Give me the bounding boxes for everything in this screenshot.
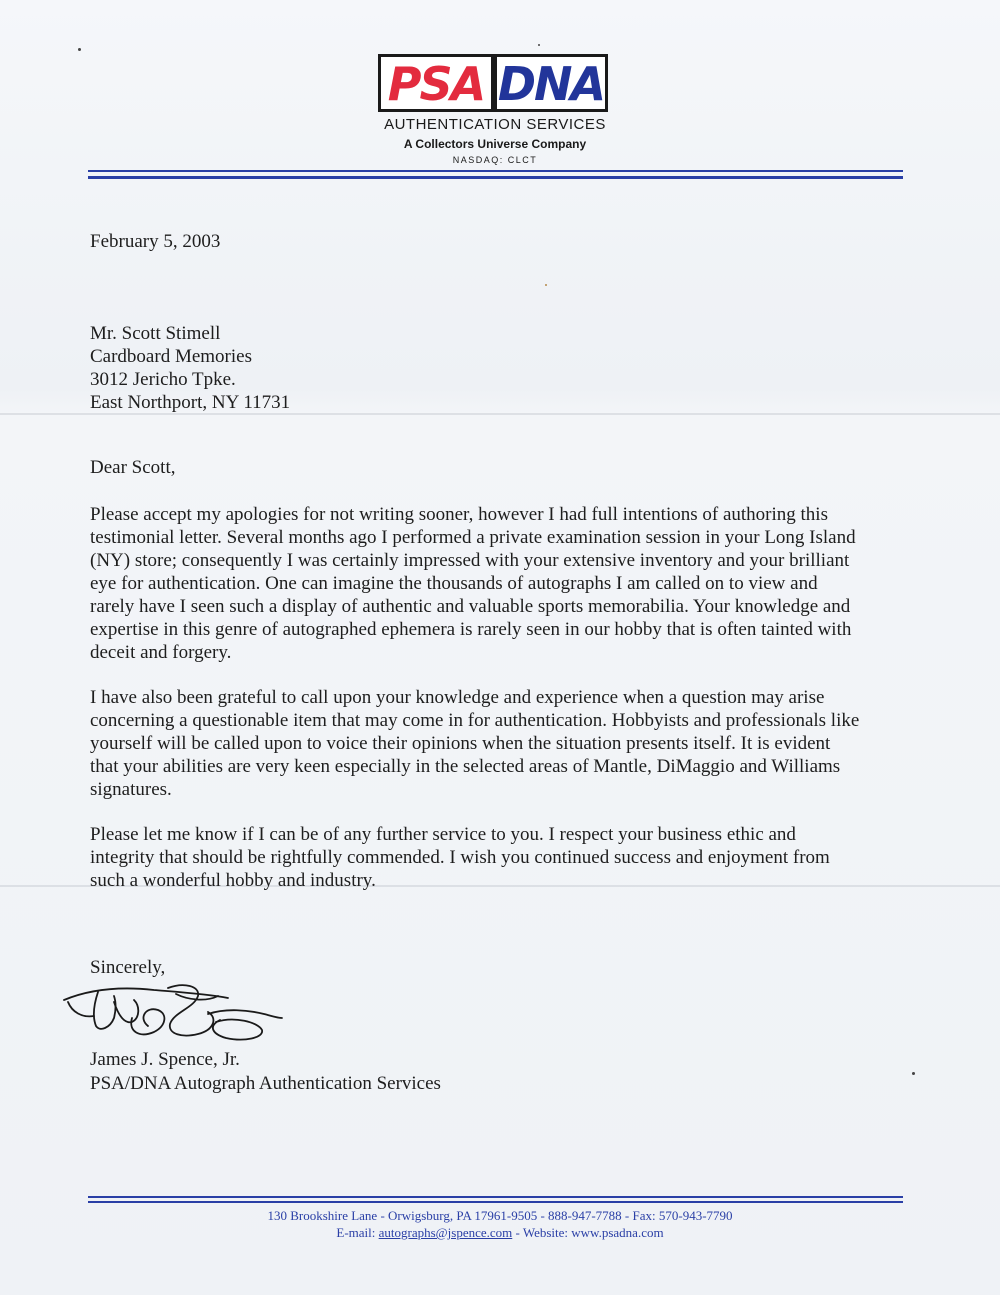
email-link[interactable]: autographs@jspence.com — [378, 1225, 513, 1240]
letter-date: February 5, 2003 — [90, 231, 221, 252]
body-line: such a wonderful hobby and industry. — [90, 870, 376, 891]
psa-dna-logo — [378, 54, 608, 112]
body-line: rarely have I seen such a display of authentic and valuable sports memorabilia. Your knowledge and — [90, 596, 851, 617]
logo-psa-text: PSA — [387, 57, 485, 111]
body-line: integrity that should be rightfully commended. I wish you continued success and enjoyment from — [90, 847, 830, 868]
body-line: Please let me know if I can be of any further service to you. I respect your business ethic and — [90, 824, 796, 845]
body-line: that your abilities are very keen especially in the selected areas of Mantle, DiMaggio and Williams — [90, 756, 841, 777]
body-line: signatures. — [90, 779, 172, 800]
paper-speck — [78, 48, 81, 51]
header-rule — [88, 170, 903, 172]
footer-rule — [88, 1196, 903, 1198]
body-line: expertise in this genre of autographed ephemera is rarely seen in our hobby that is often tainted with — [90, 619, 852, 640]
paper-speck — [538, 44, 540, 46]
services-title: AUTHENTICATION SERVICES — [384, 116, 606, 133]
website-label: - Website: — [515, 1225, 569, 1240]
body-line: concerning a questionable item that may come in for authentication. Hobbyists and professionals like — [90, 710, 860, 731]
signer-name: James J. Spence, Jr. — [90, 1049, 240, 1070]
recipient-line: Cardboard Memories — [90, 346, 252, 367]
salutation: Dear Scott, — [90, 457, 176, 478]
recipient-line: East Northport, NY 11731 — [90, 392, 291, 413]
email-label: E-mail: — [336, 1225, 376, 1240]
logo-dna-box — [494, 54, 608, 112]
website-text[interactable]: www.psadna.com — [571, 1225, 664, 1240]
closing: Sincerely, — [90, 957, 166, 978]
logo-psa-box — [378, 54, 494, 112]
body-paragraph-1 — [90, 503, 910, 664]
body-line: yourself will be called upon to voice their opinions when the situation presents itself. It is evident — [90, 733, 831, 754]
body-line: Please accept my apologies for not writing sooner, however I had full intentions of authoring this — [90, 504, 828, 525]
recipient-line: 3012 Jericho Tpke. — [90, 369, 236, 390]
body-line: deceit and forgery. — [90, 642, 232, 663]
footer-rule — [88, 1201, 903, 1203]
body-line: (NY) store; consequently I was certainly impressed with your extensive inventory and your brilliant — [90, 550, 850, 571]
body-paragraph-2 — [90, 686, 910, 801]
paper-speck — [912, 1072, 915, 1075]
recipient-address — [90, 322, 290, 414]
body-paragraph-3 — [90, 823, 910, 892]
body-line: testimonial letter. Several months ago I performed a private examination session in your Long Island — [90, 527, 856, 548]
logo-dna-text: DNA — [497, 57, 605, 111]
body-line: eye for authentication. One can imagine the thousands of autographs I am called on to view and — [90, 573, 818, 594]
nasdaq-ticker: NASDAQ: CLCT — [452, 155, 538, 165]
footer-contact — [0, 1225, 1000, 1241]
recipient-line: Mr. Scott Stimell — [90, 323, 221, 344]
header-rule — [88, 176, 903, 179]
company-tagline: A Collectors Universe Company — [403, 137, 587, 151]
paper-speck — [545, 284, 547, 286]
handwritten-signature — [58, 972, 288, 1044]
footer-address: 130 Brookshire Lane - Orwigsburg, PA 17961-9505 - 888-947-7788 - Fax: 570-943-7790 — [267, 1208, 733, 1223]
body-line: I have also been grateful to call upon your knowledge and experience when a question may arise — [90, 687, 825, 708]
signature-block — [90, 1048, 441, 1096]
signer-organization: PSA/DNA Autograph Authentication Services — [90, 1073, 441, 1094]
